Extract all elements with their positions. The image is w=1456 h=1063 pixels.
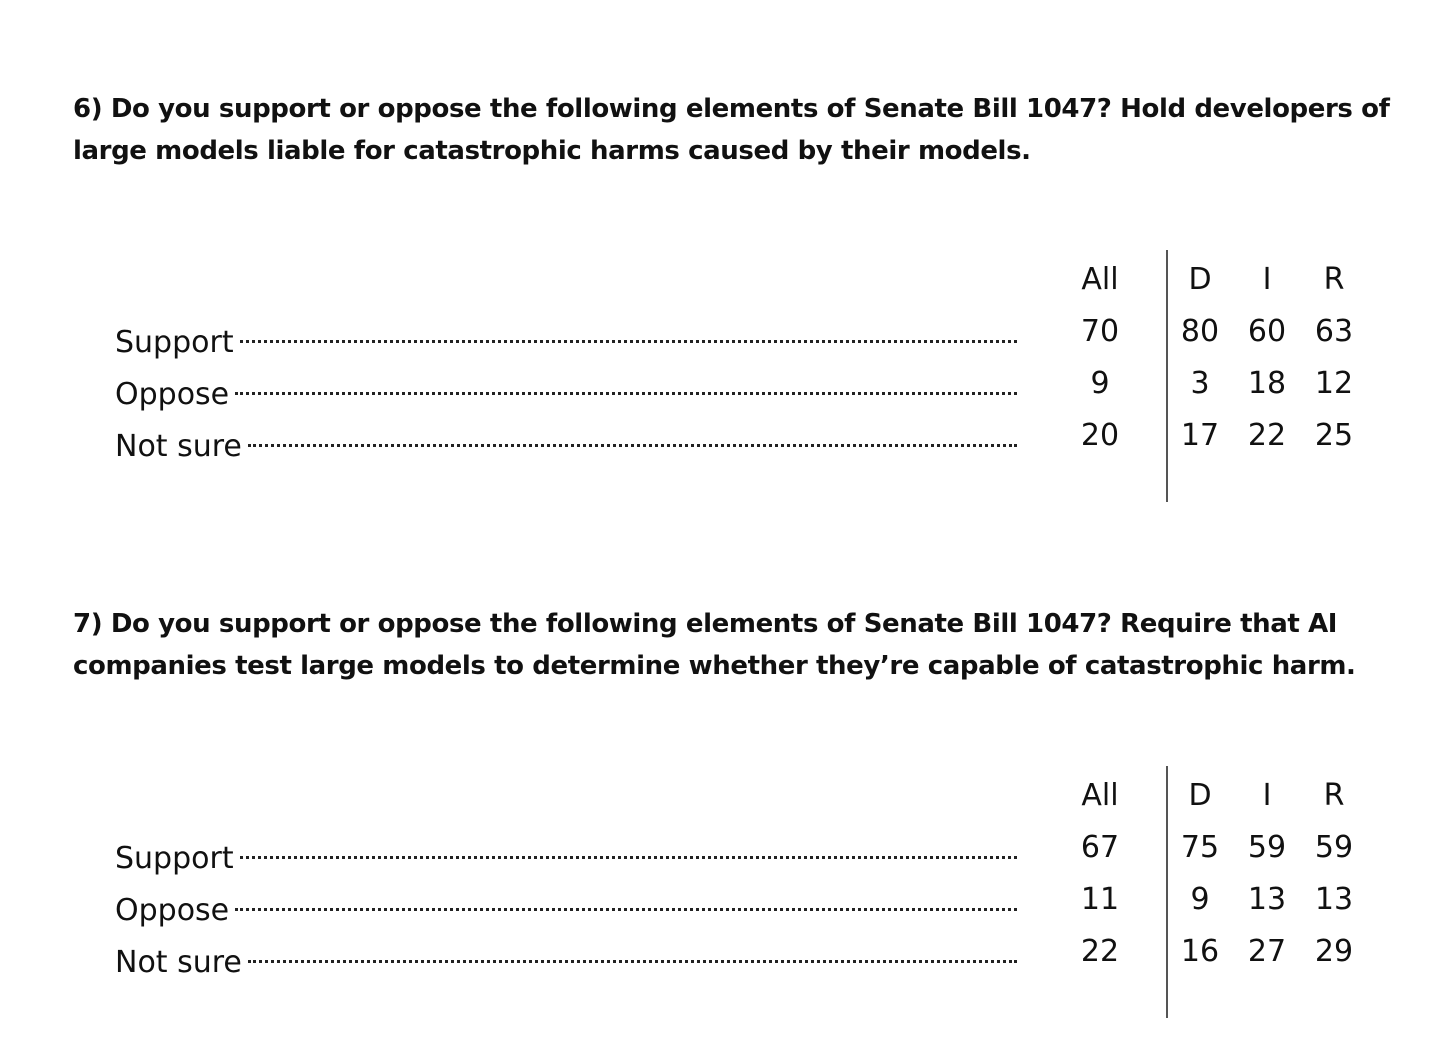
row-label-text: Oppose <box>115 377 230 412</box>
cell-all: 20 <box>1080 418 1120 453</box>
cell-d: 3 <box>1190 366 1210 401</box>
cell-all: 67 <box>1080 830 1120 865</box>
row-label-support <box>115 312 1017 360</box>
cell-r: 29 <box>1314 934 1354 969</box>
dot-leader <box>240 828 1017 868</box>
row-label-text: Not sure <box>115 945 242 980</box>
cell-r: 25 <box>1314 418 1354 453</box>
cell-d: 17 <box>1180 418 1220 453</box>
row-label-text: Support <box>115 841 234 876</box>
row-label-oppose <box>115 364 1017 412</box>
column-header-i: I <box>1262 778 1272 813</box>
cell-i: 13 <box>1247 882 1287 917</box>
row-label-text: Not sure <box>115 429 242 464</box>
cell-i: 18 <box>1247 366 1287 401</box>
cell-d: 75 <box>1180 830 1220 865</box>
cell-all: 9 <box>1090 366 1110 401</box>
cell-i: 59 <box>1247 830 1287 865</box>
cell-r: 13 <box>1314 882 1354 917</box>
cell-r: 63 <box>1314 314 1354 349</box>
cell-r: 12 <box>1314 366 1354 401</box>
cell-d: 16 <box>1180 934 1220 969</box>
row-label-not-sure <box>115 932 1017 980</box>
cell-d: 9 <box>1190 882 1210 917</box>
column-header-r: R <box>1323 778 1345 813</box>
row-label-text: Oppose <box>115 893 230 928</box>
cell-i: 27 <box>1247 934 1287 969</box>
question-6-results-table <box>0 250 1456 510</box>
column-header-all: All <box>1081 778 1119 813</box>
question-7-text: 7) Do you support or oppose the following elements of Senate Bill 1047? Require that AI companies test large models to determine whether they’re capable of catastrophic harm. <box>73 609 1356 681</box>
row-label-text: Support <box>115 325 234 360</box>
row-label-support <box>115 828 1017 876</box>
cell-d: 80 <box>1180 314 1220 349</box>
row-label-not-sure <box>115 416 1017 464</box>
question-6-text: 6) Do you support or oppose the following elements of Senate Bill 1047? Hold developers of large models liable for catastrophic harms caused by their models. <box>73 94 1390 166</box>
dot-leader <box>240 312 1017 352</box>
dot-leader <box>248 416 1017 456</box>
cell-i: 22 <box>1247 418 1287 453</box>
dot-leader <box>235 364 1017 404</box>
dot-leader <box>248 932 1017 972</box>
cell-all: 11 <box>1080 882 1120 917</box>
row-label-oppose <box>115 880 1017 928</box>
cell-all: 22 <box>1080 934 1120 969</box>
question-7-results-table <box>0 766 1456 1026</box>
column-header-d: D <box>1188 262 1212 297</box>
cell-r: 59 <box>1314 830 1354 865</box>
column-header-d: D <box>1188 778 1212 813</box>
column-header-r: R <box>1323 262 1345 297</box>
column-header-i: I <box>1262 262 1272 297</box>
dot-leader <box>235 880 1017 920</box>
column-header-all: All <box>1081 262 1119 297</box>
cell-i: 60 <box>1247 314 1287 349</box>
cell-all: 70 <box>1080 314 1120 349</box>
